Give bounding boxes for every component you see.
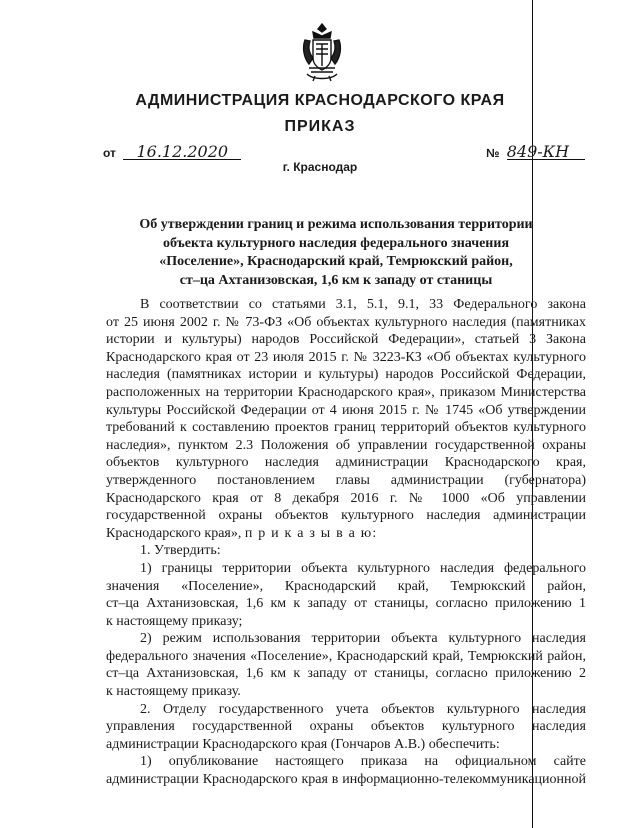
title-line: «Поселение», Краснодарский край, Темрюкский район,: [159, 254, 513, 269]
prikazyvayu-word: п р и к а з ы в а ю:: [244, 525, 378, 541]
item-2-1-line: администрации Краснодарского края в информационно-телекоммуникационной: [106, 772, 586, 788]
item-1-2-line: к настоящему приказу.: [106, 684, 241, 700]
body-line: от 25 июня 2002 г. № 73-ФЗ «Об объектах культурного наследия (памятниках: [106, 314, 586, 330]
item-2-1-line: 1) опубликование настоящего приказа на официальном сайте: [140, 754, 586, 770]
date-value: 16.12.2020: [123, 145, 241, 160]
item-1-2-line: ст–ца Ахтанизовская, 1,6 км к западу от станицы, согласно приложению 2: [106, 666, 586, 682]
item-1-1-line: ст–ца Ахтанизовская, 1,6 км к западу от станицы, согласно приложению 1: [106, 596, 586, 612]
body-line: В соответствии со статьями 3.1, 5.1, 9.1, 33 Федерального закона: [140, 297, 586, 312]
body-line: требований к составлению проектов границ территорий объектов культурного: [106, 420, 586, 436]
item-1-1-line: к настоящему приказу;: [106, 613, 243, 629]
item-2-line: управления государственной охраны объектов культурного наследия: [106, 719, 586, 735]
number-field: [486, 142, 585, 161]
body-line: [106, 525, 586, 543]
item-1-2-line: федерального значения «Поселение», Краснодарский край, Темрюкский район,: [106, 648, 586, 664]
organization-heading: АДМИНИСТРАЦИЯ КРАСНОДАРСКОГО КРАЯ: [135, 92, 505, 109]
body-line: наследия», пунктом 2.3 Положения об управлении государственной охраны: [106, 437, 586, 453]
body-line: Краснодарского края от 23 июля 2015 г. № 3223-КЗ «Об объектах культурного: [106, 349, 586, 365]
document-title: [136, 216, 536, 290]
body-line: объектов культурного наследия администрации Краснодарского края,: [106, 455, 586, 471]
date-field: [103, 142, 241, 161]
body-line: наследия (памятниках истории и культуры) народов Российской Федерации,: [106, 367, 586, 383]
document-type: ПРИКАЗ: [284, 118, 356, 135]
document-body: [106, 296, 586, 789]
coat-of-arms-icon: [299, 22, 345, 82]
item-2-line: 2. Отделу государственного учета объектов культурного наследия: [140, 701, 586, 717]
item-1-heading: 1. Утвердить:: [140, 543, 221, 559]
item-2-line: администрации Краснодарского края (Гончаров А.В.) обеспечить:: [106, 736, 500, 752]
body-line: истории и культуры) народов Российской Федерации», статьей 3 Закона: [106, 332, 586, 348]
body-line: культуры Российской Федерации от 4 июня 2015 г. № 1745 «Об утверждении: [106, 402, 586, 418]
body-line: Краснодарского края от 8 декабря 2016 г. № 1000 «Об управлении: [106, 490, 586, 506]
title-line: объекта культурного наследия федерального значения: [162, 235, 510, 251]
title-line: Об утверждении границ и режима использования территории: [139, 217, 533, 232]
date-prefix: от: [103, 146, 116, 160]
item-1-1-line: значения «Поселение», Краснодарский край, Темрюкский район,: [106, 578, 586, 594]
title-line: ст–ца Ахтанизовская, 1,6 км к западу от станицы: [179, 272, 493, 288]
item-1-1-line: 1) границы территории объекта культурного наследия федерального: [140, 560, 586, 576]
body-line-text: Краснодарского края»,: [106, 525, 242, 541]
body-line: утвержденного постановлением главы администрации (губернатора): [106, 472, 586, 488]
body-line: государственной охраны объектов культурного наследия администрации: [106, 508, 586, 524]
body-line: расположенных на территории Краснодарского края», приказом Министерства: [106, 384, 586, 400]
number-prefix: №: [486, 146, 500, 160]
item-1-2-line: 2) режим использования территории объекта культурного наследия: [140, 631, 586, 647]
city-line: г. Краснодар: [282, 160, 358, 174]
number-value: 849-КН: [507, 145, 585, 160]
